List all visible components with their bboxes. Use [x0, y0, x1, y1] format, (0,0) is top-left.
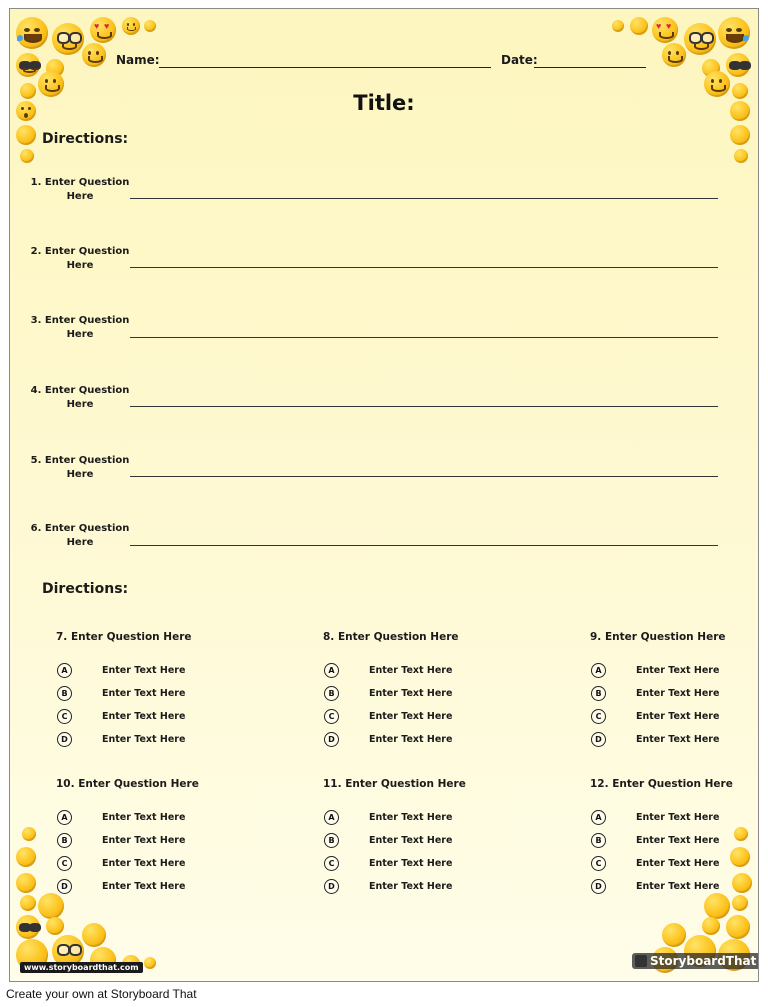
surprised-emoji-icon — [732, 873, 752, 893]
surprised-emoji-icon — [16, 873, 36, 893]
option-circle[interactable]: C — [591, 856, 606, 871]
grin-emoji-icon — [82, 43, 106, 67]
sleepy-emoji-icon — [734, 827, 748, 841]
question-3: 3. Enter Question Here — [30, 315, 130, 340]
option-circle[interactable]: B — [591, 833, 606, 848]
option-circle[interactable]: A — [324, 810, 339, 825]
cool-emoji-icon — [726, 53, 750, 77]
smile-emoji-icon — [122, 17, 140, 35]
grin-emoji-icon — [662, 43, 686, 67]
storyboardthat-logo: StoryboardThat — [632, 953, 759, 969]
laughing-emoji-icon — [718, 17, 750, 49]
grin-emoji-icon — [662, 923, 686, 947]
kiss-emoji-icon — [730, 125, 750, 145]
option-text: Enter Text Here — [369, 688, 453, 699]
option-circle[interactable]: D — [591, 879, 606, 894]
mc-question-9: 9. Enter Question Here — [590, 631, 726, 643]
small-emoji-icon — [144, 957, 156, 969]
option-text: Enter Text Here — [636, 711, 720, 722]
option-text: Enter Text Here — [636, 835, 720, 846]
option-text: Enter Text Here — [369, 711, 453, 722]
wink-emoji-icon — [46, 917, 64, 935]
happy-emoji-icon — [704, 893, 730, 919]
kiss-emoji-icon — [16, 125, 36, 145]
cool-emoji-icon — [16, 915, 40, 939]
worried-emoji-icon — [732, 895, 748, 911]
sleepy-emoji-icon — [734, 149, 748, 163]
option-text: Enter Text Here — [102, 835, 186, 846]
question-2: 2. Enter Question Here — [30, 246, 130, 271]
option-text: Enter Text Here — [636, 734, 720, 745]
name-label: Name: — [116, 53, 160, 67]
option-text: Enter Text Here — [369, 858, 453, 869]
heart-eyes-emoji-icon: ♥ ♥ — [652, 17, 678, 43]
option-text: Enter Text Here — [636, 881, 720, 892]
nerd-emoji-icon — [52, 23, 84, 55]
laughing-emoji-icon — [16, 17, 48, 49]
option-text: Enter Text Here — [369, 835, 453, 846]
option-text: Enter Text Here — [636, 858, 720, 869]
name-field[interactable] — [159, 67, 491, 68]
option-circle[interactable]: B — [57, 833, 72, 848]
date-field[interactable] — [534, 67, 646, 68]
smile-emoji-icon — [630, 17, 648, 35]
answer-line-1[interactable] — [130, 198, 718, 199]
question-5: 5. Enter Question Here — [30, 455, 130, 480]
mc-question-10: 10. Enter Question Here — [56, 778, 199, 790]
answer-line-5[interactable] — [130, 476, 718, 477]
option-text: Enter Text Here — [636, 812, 720, 823]
option-circle[interactable]: C — [324, 709, 339, 724]
small-emoji-icon — [612, 20, 624, 32]
wink-emoji-icon — [702, 917, 720, 935]
option-text: Enter Text Here — [102, 688, 186, 699]
option-circle[interactable]: A — [57, 810, 72, 825]
sleepy-emoji-icon — [20, 149, 34, 163]
option-circle[interactable]: B — [57, 686, 72, 701]
date-label: Date: — [501, 53, 538, 67]
worksheet — [9, 8, 759, 982]
option-text: Enter Text Here — [102, 665, 186, 676]
option-text: Enter Text Here — [636, 688, 720, 699]
option-circle[interactable]: B — [324, 833, 339, 848]
small-emoji-icon — [144, 20, 156, 32]
happy-emoji-icon — [38, 893, 64, 919]
option-circle[interactable]: C — [57, 856, 72, 871]
option-circle[interactable]: D — [591, 732, 606, 747]
nerd-emoji-icon — [684, 23, 716, 55]
heart-eyes-emoji-icon: ♥ ♥ — [90, 17, 116, 43]
answer-line-6[interactable] — [130, 545, 718, 546]
option-text: Enter Text Here — [369, 812, 453, 823]
option-circle[interactable]: C — [324, 856, 339, 871]
directions-heading-2: Directions: — [42, 581, 129, 597]
option-text: Enter Text Here — [102, 858, 186, 869]
option-circle[interactable]: D — [57, 732, 72, 747]
footer-text: Create your own at Storyboard That — [6, 987, 197, 1001]
answer-line-4[interactable] — [130, 406, 718, 407]
option-circle[interactable]: A — [57, 663, 72, 678]
cool-emoji-icon — [16, 53, 40, 77]
storyboardthat-url: www.storyboardthat.com — [20, 962, 143, 973]
option-circle[interactable]: D — [57, 879, 72, 894]
option-text: Enter Text Here — [102, 812, 186, 823]
option-circle[interactable]: C — [591, 709, 606, 724]
mc-question-7: 7. Enter Question Here — [56, 631, 192, 643]
option-circle[interactable]: D — [324, 732, 339, 747]
option-circle[interactable]: A — [591, 663, 606, 678]
cool-emoji-icon — [726, 915, 750, 939]
sleepy-emoji-icon — [22, 827, 36, 841]
answer-line-3[interactable] — [130, 337, 718, 338]
grin-emoji-icon — [82, 923, 106, 947]
directions-heading-1: Directions: — [42, 131, 129, 147]
option-text: Enter Text Here — [369, 734, 453, 745]
option-text: Enter Text Here — [369, 881, 453, 892]
kiss-emoji-icon — [730, 847, 750, 867]
storyboard-logo-icon — [635, 955, 647, 967]
option-circle[interactable]: B — [324, 686, 339, 701]
option-circle[interactable]: D — [324, 879, 339, 894]
option-text: Enter Text Here — [102, 734, 186, 745]
answer-line-2[interactable] — [130, 267, 718, 268]
option-text: Enter Text Here — [369, 665, 453, 676]
question-1: 1. Enter Question Here — [30, 177, 130, 202]
option-circle[interactable]: C — [57, 709, 72, 724]
mc-question-12: 12. Enter Question Here — [590, 778, 733, 790]
option-circle[interactable]: A — [324, 663, 339, 678]
question-6: 6. Enter Question Here — [30, 523, 130, 548]
worried-emoji-icon — [20, 895, 36, 911]
option-text: Enter Text Here — [636, 665, 720, 676]
question-4: 4. Enter Question Here — [30, 385, 130, 410]
option-circle[interactable]: A — [591, 810, 606, 825]
option-text: Enter Text Here — [102, 711, 186, 722]
option-text: Enter Text Here — [102, 881, 186, 892]
option-circle[interactable]: B — [591, 686, 606, 701]
kiss-emoji-icon — [16, 847, 36, 867]
page-title: Title: — [353, 91, 415, 115]
mc-question-11: 11. Enter Question Here — [323, 778, 466, 790]
mc-question-8: 8. Enter Question Here — [323, 631, 459, 643]
